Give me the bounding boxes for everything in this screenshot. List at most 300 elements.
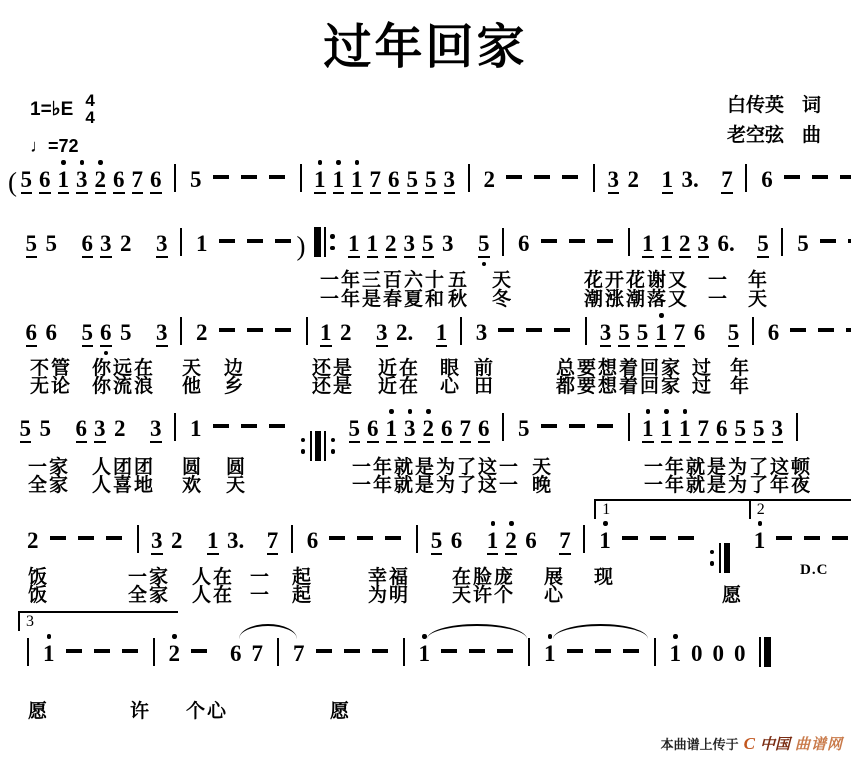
duration-dash	[94, 649, 110, 653]
barline	[502, 228, 504, 256]
note: 1	[679, 417, 691, 443]
	[330, 234, 335, 239]
lyric-segment: 近在	[378, 376, 421, 397]
rest-note: 0	[734, 641, 746, 666]
duration-dash	[541, 424, 557, 428]
note: 1	[661, 417, 673, 443]
duration-dash	[784, 175, 800, 179]
score-line	[0, 613, 851, 722]
barline	[796, 413, 798, 441]
lyric-segment: 乡	[224, 376, 246, 397]
note: 2	[171, 528, 183, 553]
lyric-segment: 饭	[28, 567, 50, 588]
note: 7	[697, 416, 709, 441]
lyric-segment: 前	[474, 358, 496, 379]
note: 6	[150, 167, 162, 192]
time-signature	[85, 92, 94, 126]
lyric-segment: 秋	[448, 289, 470, 310]
duration-dash	[247, 328, 263, 332]
barline	[528, 638, 530, 666]
note: 3	[599, 320, 612, 345]
note: 6	[761, 167, 773, 192]
duration-dash	[66, 649, 82, 653]
note: 1	[351, 168, 363, 194]
lyric-segment: 一年三百六十	[320, 270, 447, 291]
barline	[585, 317, 587, 345]
lyric-segment: 起	[292, 567, 314, 588]
octave-dot-above	[659, 313, 664, 318]
note: 3	[442, 231, 454, 256]
duration-dash	[372, 649, 388, 653]
duration-dash	[832, 536, 848, 540]
duration-dash	[597, 424, 613, 428]
note: 7	[251, 641, 263, 666]
note: 1	[544, 642, 556, 665]
parenthesis: )	[296, 231, 306, 261]
note: 5	[45, 231, 57, 256]
lyric-segment: 人喜地	[92, 475, 156, 496]
note: 3	[607, 167, 619, 192]
note: 6	[450, 528, 463, 553]
note: 6	[81, 231, 93, 256]
note: 1	[190, 416, 202, 441]
note: 6	[441, 416, 453, 441]
note: 2	[196, 320, 208, 345]
score-line	[0, 317, 851, 397]
note: 3	[475, 320, 488, 345]
note: 6	[388, 167, 400, 192]
lyric-segment: 愿	[28, 701, 50, 722]
repeat-sign	[313, 227, 338, 257]
lyric-segment: 圆	[226, 457, 248, 478]
lyric-segment: 幸福	[368, 567, 411, 588]
site-name-rest[interactable]: 曲谱网	[794, 736, 843, 753]
lyric-segment: 五	[448, 270, 470, 291]
note: 3	[76, 168, 88, 194]
duration-dash	[385, 536, 401, 540]
duration-dash	[804, 536, 820, 540]
lyric-segment: 全家	[28, 475, 71, 496]
site-name-cn[interactable]: 中国	[759, 736, 790, 753]
lyric-segment: 展	[544, 567, 566, 588]
lyrics-row	[0, 696, 851, 722]
volta-bracket: 1	[594, 499, 752, 519]
octave-dot-above	[646, 409, 651, 414]
duration-dash	[526, 328, 542, 332]
duration-dash	[812, 175, 828, 179]
lyric-segment: 天	[532, 457, 554, 478]
note: 3	[771, 416, 783, 441]
duration-dash	[776, 536, 792, 540]
note: 5	[757, 231, 769, 256]
note: 6.	[717, 231, 735, 256]
note: 2	[169, 642, 181, 665]
octave-dot-above	[318, 160, 323, 165]
barline	[745, 164, 747, 192]
octave-dot-above	[491, 521, 496, 526]
lyric-segment: 为明	[368, 585, 411, 606]
note: 3	[376, 320, 388, 345]
duration-dash	[678, 536, 694, 540]
key-signature: 1=♭E	[30, 98, 74, 120]
lyric-segment: 一家	[28, 457, 71, 478]
duration-dash	[790, 328, 806, 332]
octave-dot-above	[603, 521, 608, 526]
lyric-segment: 一年是春夏和	[320, 289, 447, 310]
barline	[277, 638, 279, 666]
spacer	[710, 339, 724, 340]
lyric-segment: 心	[544, 585, 566, 606]
octave-dot-above	[80, 160, 85, 165]
duration-dash	[191, 649, 207, 653]
lyric-segment: 晚	[532, 475, 554, 496]
duration-dash	[497, 649, 513, 653]
note: 5	[422, 231, 434, 256]
barline	[27, 638, 29, 666]
site-logo-icon[interactable]: C	[743, 733, 755, 753]
notes-row	[0, 501, 851, 561]
note: 3.	[227, 528, 245, 553]
	[330, 246, 335, 251]
note: 6	[767, 320, 780, 345]
song-title: 过年回家	[323, 21, 528, 74]
lyric-segment: 一	[708, 270, 730, 291]
note: 5	[734, 416, 746, 441]
duration-dash	[241, 424, 257, 428]
duration-dash	[623, 649, 639, 653]
lyric-segment: 潮涨潮落又	[584, 289, 690, 310]
barline	[174, 164, 176, 192]
lyric-segment: 人在	[192, 567, 235, 588]
note: 7	[293, 641, 305, 666]
lyricist-role: 词	[801, 95, 821, 116]
lyric-segment: 全家	[128, 585, 171, 606]
duration-dash	[275, 328, 291, 332]
duration-dash	[650, 536, 666, 540]
note: 1	[196, 231, 208, 256]
octave-dot-above	[673, 634, 678, 639]
note: 3	[100, 231, 112, 256]
lyric-segment: 年	[730, 376, 752, 397]
note: 6	[113, 167, 125, 192]
note: 1	[661, 167, 673, 192]
lyric-segment: 在脸庞	[452, 567, 516, 588]
octave-dot-above	[758, 521, 763, 526]
note: 5	[797, 231, 809, 256]
note: 3.	[681, 167, 699, 192]
spacer	[56, 435, 72, 436]
duration-dash	[219, 239, 235, 243]
lyric-segment: 一家	[128, 567, 171, 588]
spacer	[418, 339, 432, 340]
lyric-segment: 天	[182, 358, 204, 379]
note: 6	[25, 320, 37, 345]
volta-bracket: 3	[18, 611, 178, 631]
barline	[137, 525, 139, 553]
barline	[781, 228, 783, 256]
score-line	[0, 413, 851, 496]
duration-dash	[219, 328, 235, 332]
notes-row	[0, 317, 851, 353]
note: 3	[403, 231, 415, 256]
octave-dot-above	[61, 160, 66, 165]
lyric-segment: 圆	[182, 457, 204, 478]
lyric-segment: 边	[224, 358, 246, 379]
note: 2	[423, 417, 435, 443]
composer-role: 曲	[801, 125, 821, 146]
note: 2	[340, 320, 352, 345]
note: 7	[459, 416, 471, 441]
note: 6	[100, 321, 112, 347]
octave-dot-above	[355, 160, 360, 165]
note: 3	[697, 231, 709, 256]
note: 7	[673, 320, 686, 345]
lyric-segment: 天	[492, 270, 514, 291]
note: 3	[443, 167, 455, 192]
notes-row	[0, 164, 851, 200]
lyric-segment: 无论	[30, 376, 73, 397]
lyric-segment: 一年就是为了年夜	[644, 475, 813, 496]
bar-segment	[324, 227, 326, 257]
lyric-segment: 人在	[192, 585, 235, 606]
duration-dash	[820, 239, 836, 243]
note: 5	[478, 232, 490, 258]
slur-arc	[553, 624, 648, 639]
duration-dash	[541, 239, 557, 243]
barline	[593, 164, 595, 192]
lyric-segment: 一	[250, 585, 272, 606]
lyric-segment: 天	[748, 289, 770, 310]
note: 6	[75, 416, 87, 441]
note: 1	[348, 231, 360, 256]
bar-segment	[764, 637, 771, 667]
octave-dot-above	[426, 409, 431, 414]
duration-dash	[269, 175, 285, 179]
final-barline	[758, 637, 773, 667]
lyricist-name: 白传英	[726, 95, 784, 116]
volta-bracket: 2	[749, 499, 851, 519]
dc-mark: D.C	[800, 562, 829, 578]
barline	[306, 317, 308, 345]
barline	[468, 164, 470, 192]
spacer	[357, 339, 373, 340]
note: 1	[43, 642, 55, 665]
octave-dot-above	[336, 160, 341, 165]
duration-dash	[50, 536, 66, 540]
note: 7	[131, 167, 143, 192]
note: 1	[320, 320, 332, 345]
spacer	[459, 250, 475, 251]
note: 5	[518, 416, 530, 441]
note: 5	[120, 320, 132, 345]
note: 1	[655, 321, 667, 347]
lyric-segment: 花开花谢又	[584, 270, 690, 291]
lyric-segment: 饭	[28, 585, 50, 606]
note: 6	[39, 167, 51, 192]
duration-dash	[498, 328, 514, 332]
spacer	[704, 186, 718, 187]
barline	[583, 525, 585, 553]
note: 6	[45, 320, 57, 345]
footer-upload-text: 本曲谱上传于	[660, 737, 739, 752]
time-signature-top: 4	[85, 91, 95, 110]
note: 2	[95, 168, 107, 194]
lyric-segment: 过	[692, 358, 714, 379]
note: 3	[151, 528, 163, 553]
note: 5	[39, 416, 51, 441]
spacer	[62, 339, 78, 340]
key-tempo-block	[30, 92, 95, 157]
duration-dash	[241, 175, 257, 179]
lyric-segment: 还是	[312, 358, 355, 379]
lyric-segment: 冬	[492, 289, 514, 310]
note: 1	[207, 528, 219, 553]
lyric-segment: 还是	[312, 376, 355, 397]
note: 6	[518, 231, 530, 256]
duration-dash	[595, 649, 611, 653]
note: 1	[314, 168, 326, 194]
note: 5	[425, 167, 437, 192]
duration-dash	[357, 536, 373, 540]
rest-note: 0	[712, 641, 724, 666]
lyric-segment: 眼	[440, 358, 462, 379]
duration-dash	[622, 536, 638, 540]
lyric-segment: 心	[440, 376, 462, 397]
lyric-segment: 年	[748, 270, 770, 291]
spacer	[131, 435, 147, 436]
lyric-segment: 过	[692, 376, 714, 397]
note: 1	[386, 417, 398, 443]
parenthesis: (	[8, 167, 17, 197]
	[710, 550, 715, 555]
spacer	[62, 250, 78, 251]
note: 1	[333, 168, 345, 194]
octave-dot-above	[47, 634, 52, 639]
note: 1	[660, 231, 672, 256]
barline	[174, 413, 176, 441]
barline	[752, 317, 754, 345]
score-line	[0, 227, 851, 310]
spacer	[644, 186, 658, 187]
note: 5	[430, 528, 443, 553]
spacer	[740, 250, 754, 251]
note: 3	[94, 416, 106, 441]
octave-dot-above	[389, 409, 394, 414]
octave-dot-above	[509, 521, 514, 526]
lyric-segment: 一	[708, 289, 730, 310]
spacer	[467, 547, 483, 548]
lyric-segment: 他	[182, 376, 204, 397]
duration-dash	[569, 239, 585, 243]
notes-row	[0, 413, 851, 449]
octave-dot-above	[172, 634, 177, 639]
lyric-segment: 田	[474, 376, 496, 397]
note: 3	[150, 416, 162, 441]
barline	[628, 413, 630, 441]
duration-dash	[567, 649, 583, 653]
octave-dot-above	[408, 409, 413, 414]
note: 2	[27, 528, 39, 553]
tempo-marking: ♩=72	[30, 136, 79, 156]
note: 1	[419, 642, 431, 665]
lyric-segment: 天许个	[452, 585, 516, 606]
barline	[153, 638, 155, 666]
spacer	[137, 250, 153, 251]
note: 5	[348, 416, 360, 441]
duration-dash	[275, 239, 291, 243]
lyrics-row	[0, 580, 851, 606]
note: 1	[754, 529, 766, 552]
barline	[654, 638, 656, 666]
lyric-segment: 个心	[186, 701, 229, 722]
note: 3	[156, 320, 168, 345]
barline	[291, 525, 293, 553]
bar-segment	[759, 637, 761, 667]
duration-dash	[329, 536, 345, 540]
note: 5	[19, 416, 31, 441]
note: 5	[636, 320, 649, 345]
note: 2	[505, 529, 517, 555]
duration-dash	[247, 239, 263, 243]
note: 5	[25, 231, 37, 256]
lyric-segment: 欢	[182, 475, 204, 496]
lyric-segment: 起	[292, 585, 314, 606]
duration-dash	[441, 649, 457, 653]
lyric-segment: 愿	[722, 585, 744, 606]
duration-dash	[213, 175, 229, 179]
lyric-segment: 一年就是为了这顿	[644, 457, 813, 478]
note: 2	[120, 231, 132, 256]
duration-dash	[562, 175, 578, 179]
lyric-segment: 你远在	[92, 358, 156, 379]
lyrics-row	[0, 371, 851, 397]
score-line	[0, 501, 851, 606]
notes-row	[0, 227, 851, 263]
notes-row	[0, 613, 851, 673]
note: 6	[478, 416, 490, 441]
lyrics-row	[0, 284, 851, 310]
time-signature-bottom: 4	[85, 108, 95, 127]
octave-dot-above	[98, 160, 103, 165]
note: 6	[306, 528, 319, 553]
note: 7	[266, 528, 279, 553]
lyric-segment: 总要想着回家	[556, 358, 683, 379]
note: 5	[753, 416, 765, 441]
duration-dash	[344, 649, 360, 653]
barline	[416, 525, 418, 553]
footer	[661, 733, 843, 754]
lyric-segment: 不管	[30, 358, 73, 379]
barline	[180, 228, 182, 256]
note: 2	[627, 167, 639, 192]
octave-dot-above	[664, 409, 669, 414]
lyric-segment: 年	[730, 358, 752, 379]
duration-dash	[597, 239, 613, 243]
spacer	[249, 547, 263, 548]
lyrics-row	[0, 470, 851, 496]
	[301, 438, 306, 443]
note: 6	[367, 416, 379, 441]
duration-dash	[506, 175, 522, 179]
lyric-segment: 许	[130, 701, 152, 722]
spacer	[739, 547, 749, 548]
barline	[403, 638, 405, 666]
note: 7	[721, 167, 733, 192]
note: 2	[483, 167, 495, 192]
note: 2.	[396, 320, 414, 345]
note: 1	[487, 529, 499, 555]
bar-segment	[314, 227, 321, 257]
